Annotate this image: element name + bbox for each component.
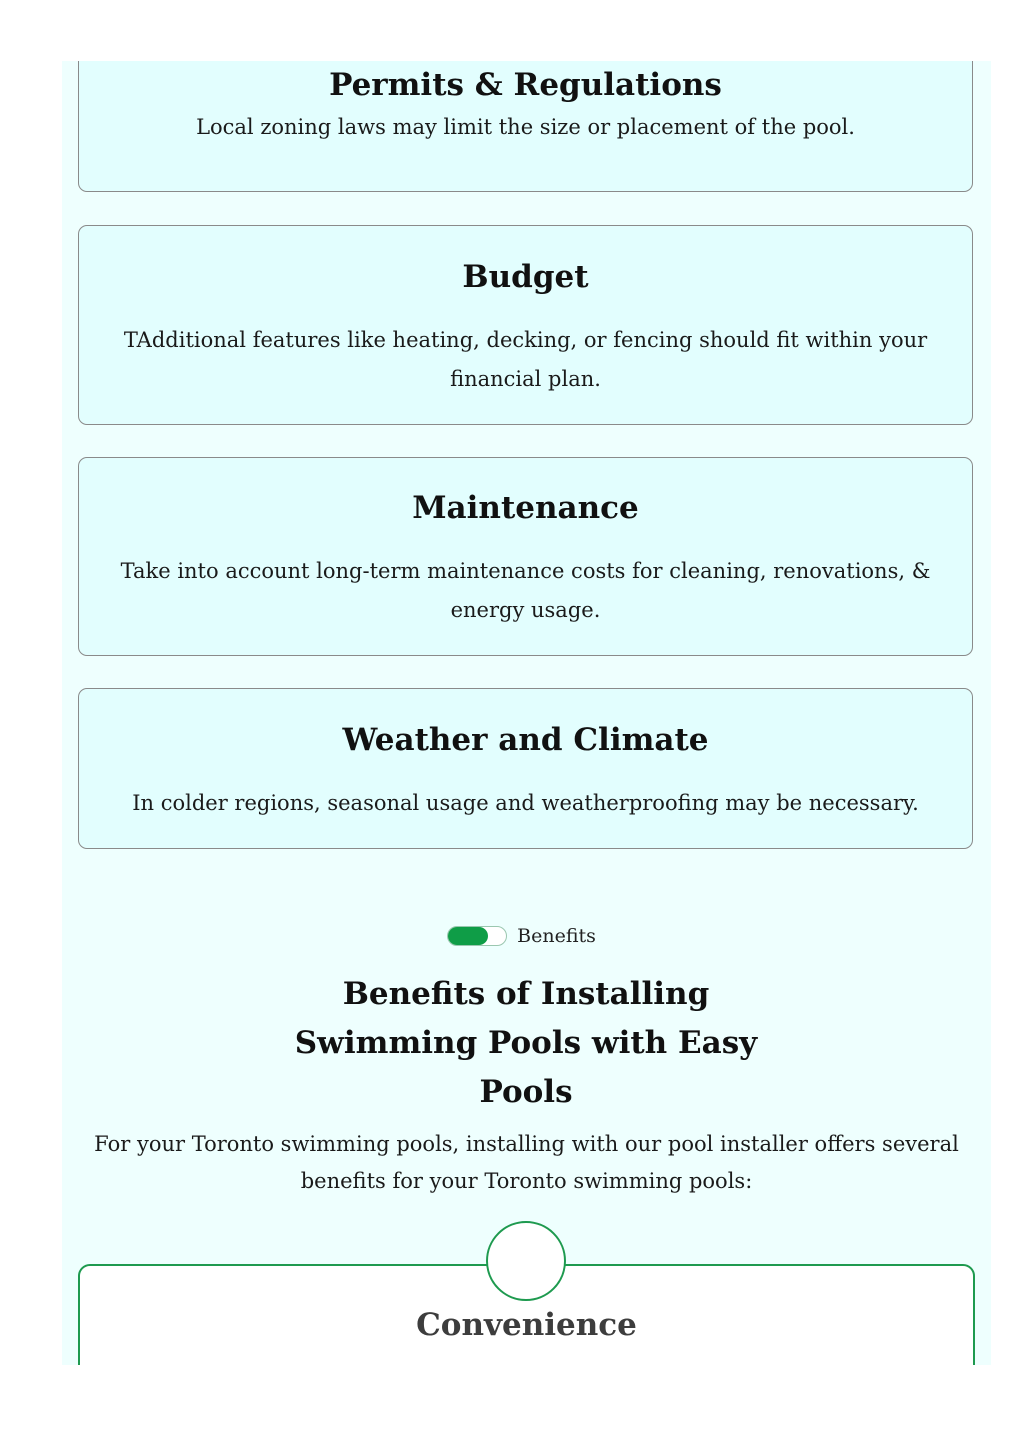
benefit-title: Convenience [416,1307,637,1343]
factor-card-budget [78,225,973,425]
factor-title: Permits & Regulations [329,67,722,103]
factor-title: Maintenance [412,490,639,526]
factor-text: Take into account long-term maintenance costs for cleaning, renovations, & energy usage. [120,559,931,622]
section-badge [62,925,991,947]
factor-title: Budget [462,259,589,295]
toggle-pill-icon [447,926,507,946]
factor-card-weather [78,688,973,849]
section-badge-label: Benefits [517,925,596,947]
factor-text: Local zoning laws may limit the size or placement of the pool. [196,115,855,139]
factor-card-permits [78,61,973,192]
benefits-intro: For your Toronto swimming pools, installing with our pool installer offers several benefits for your Toronto swimming pools: [94,1132,959,1193]
benefits-heading: Benefits of Installing Swimming Pools with Easy Pools [294,976,758,1110]
benefit-circle-icon [486,1221,566,1301]
factor-text: TAdditional features like heating, decking, or fencing should fit within your financial plan. [123,328,928,391]
content-panel [62,61,991,1365]
toggle-pill-fill [448,927,488,945]
factor-text: In colder regions, seasonal usage and weatherproofing may be necessary. [132,791,919,815]
factor-card-maintenance [78,457,973,656]
factor-title: Weather and Climate [342,722,709,758]
